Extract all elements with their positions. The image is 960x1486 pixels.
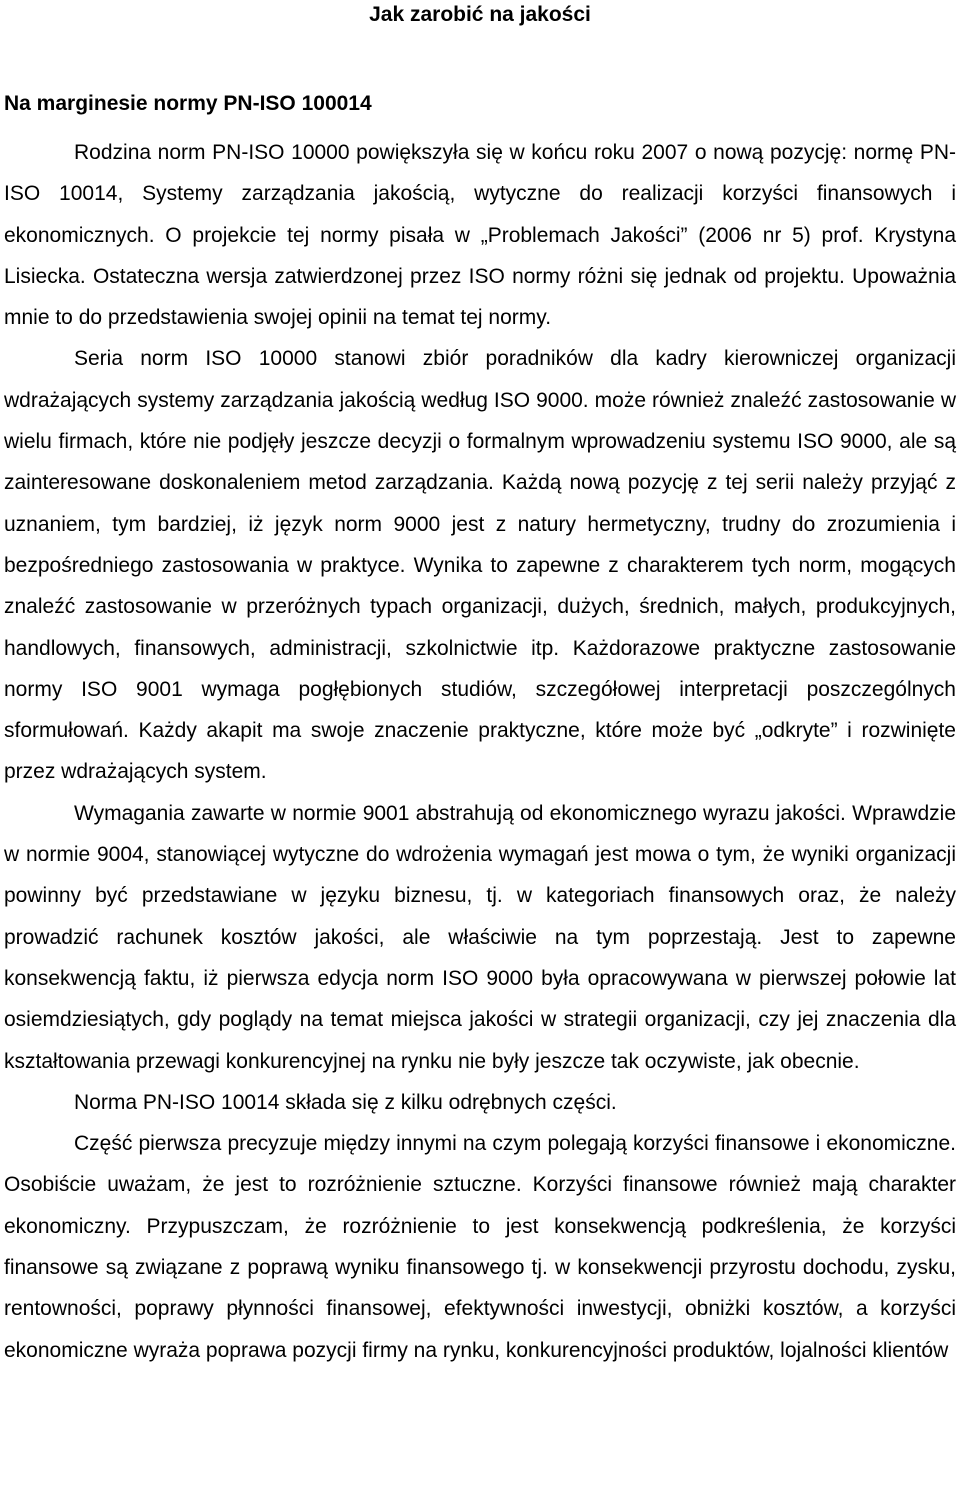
paragraph-9001-requirements: Wymagania zawarte w normie 9001 abstrahują od ekonomicznego wyrazu jakości. Wprawdzie w normie 9004, stanowiącej wytyczne do wdrożenia wymagań jest mowa o tym, że wyniki organizacji powinny być przedstawiane w języku biznesu, tj. w kategoriach finansowych oraz, że należy prowadzić rachunek kosztów jakości, ale właściwie na tym poprzestają. Jest to zapewne konsekwencją faktu, iż pierwsza edycja norm ISO 9000 była opracowywana w pierwszej połowie lat osiemdziesiątych, gdy poglądy na temat miejsca jakości w strategii organizacji, czy jej znaczenia dla kształtowania przewagi konkurencyjnej na rynku nie były jeszcze tak oczywiste, jak obecnie. <box>4 801 956 1073</box>
paragraph-part-one: Część pierwsza precyzuje między innymi na czym polegają korzyści finansowe i ekonomiczne. Osobiście uważam, że jest to rozróżnienie sztuczne. Korzyści finansowe również mają charakter ekonomiczny. Przypuszczam, że rozróżnienie to jest konsekwencją podkreślenia, że korzyści finansowe są związane z poprawą wyniku finansowego tj. w konsekwencji przyrostu dochodu, zysku, rentowności, poprawy płynności finansowej, efektywności inwestycji, obniżki kosztów, a korzyści ekonomiczne wyraża poprawa pozycji firmy na rynku, konkurencyjności produktów, lojalności klientów <box>4 1132 956 1362</box>
document-body <box>4 132 956 1371</box>
paragraph-intro: Rodzina norm PN-ISO 10000 powiększyła się w końcu roku 2007 o nową pozycję: normę PN-ISO 10014, Systemy zarządzania jakością, wytyczne do realizacji korzyści finansowych i ekonomicznych. O projekcie tej normy pisała w „Problemach Jakości” (2006 nr 5) prof. Krystyna Lisiecka. Ostateczna wersja zatwierdzonej przez ISO normy różni się jednak od projektu. Upoważnia mnie to do przedstawienia swojej opinii na temat tej normy. <box>4 141 956 330</box>
document-title: Jak zarobić na jakości <box>369 3 591 26</box>
paragraph-iso-10000-series: Seria norm ISO 10000 stanowi zbiór poradników dla kadry kierowniczej organizacji wdrażających systemy zarządzania jakością według ISO 9000. może również znaleźć zastosowanie w wielu firmach, które nie podjęły jeszcze decyzji o formalnym wprowadzeniu systemu ISO 9000, ale są zainteresowane doskonaleniem metod zarządzania. Każdą nową pozycję z tej serii należy przyjąć z uznaniem, tym bardziej, iż język norm 9000 jest z natury hermetyczny, trudny do zrozumienia i bezpośredniego zastosowania w praktyce. Wynika to zapewne z charakterem tych norm, mogących znaleźć zastosowanie w przeróżnych typach organizacji, dużych, średnich, małych, produkcyjnych, handlowych, finansowych, administracji, szkolnictwie itp. Każdorazowe praktyczne zastosowanie normy ISO 9001 wymaga pogłębionych studiów, szczegółowej interpretacji poszczególnych sformułowań. Każdy akapit ma swoje znaczenie praktyczne, które może być „odkryte” i rozwinięte przez wdrażających system. <box>4 347 956 784</box>
document-subtitle: Na marginesie normy PN-ISO 100014 <box>4 92 372 115</box>
paragraph-norm-parts: Norma PN-ISO 10014 składa się z kilku odrębnych części. <box>74 1090 617 1114</box>
